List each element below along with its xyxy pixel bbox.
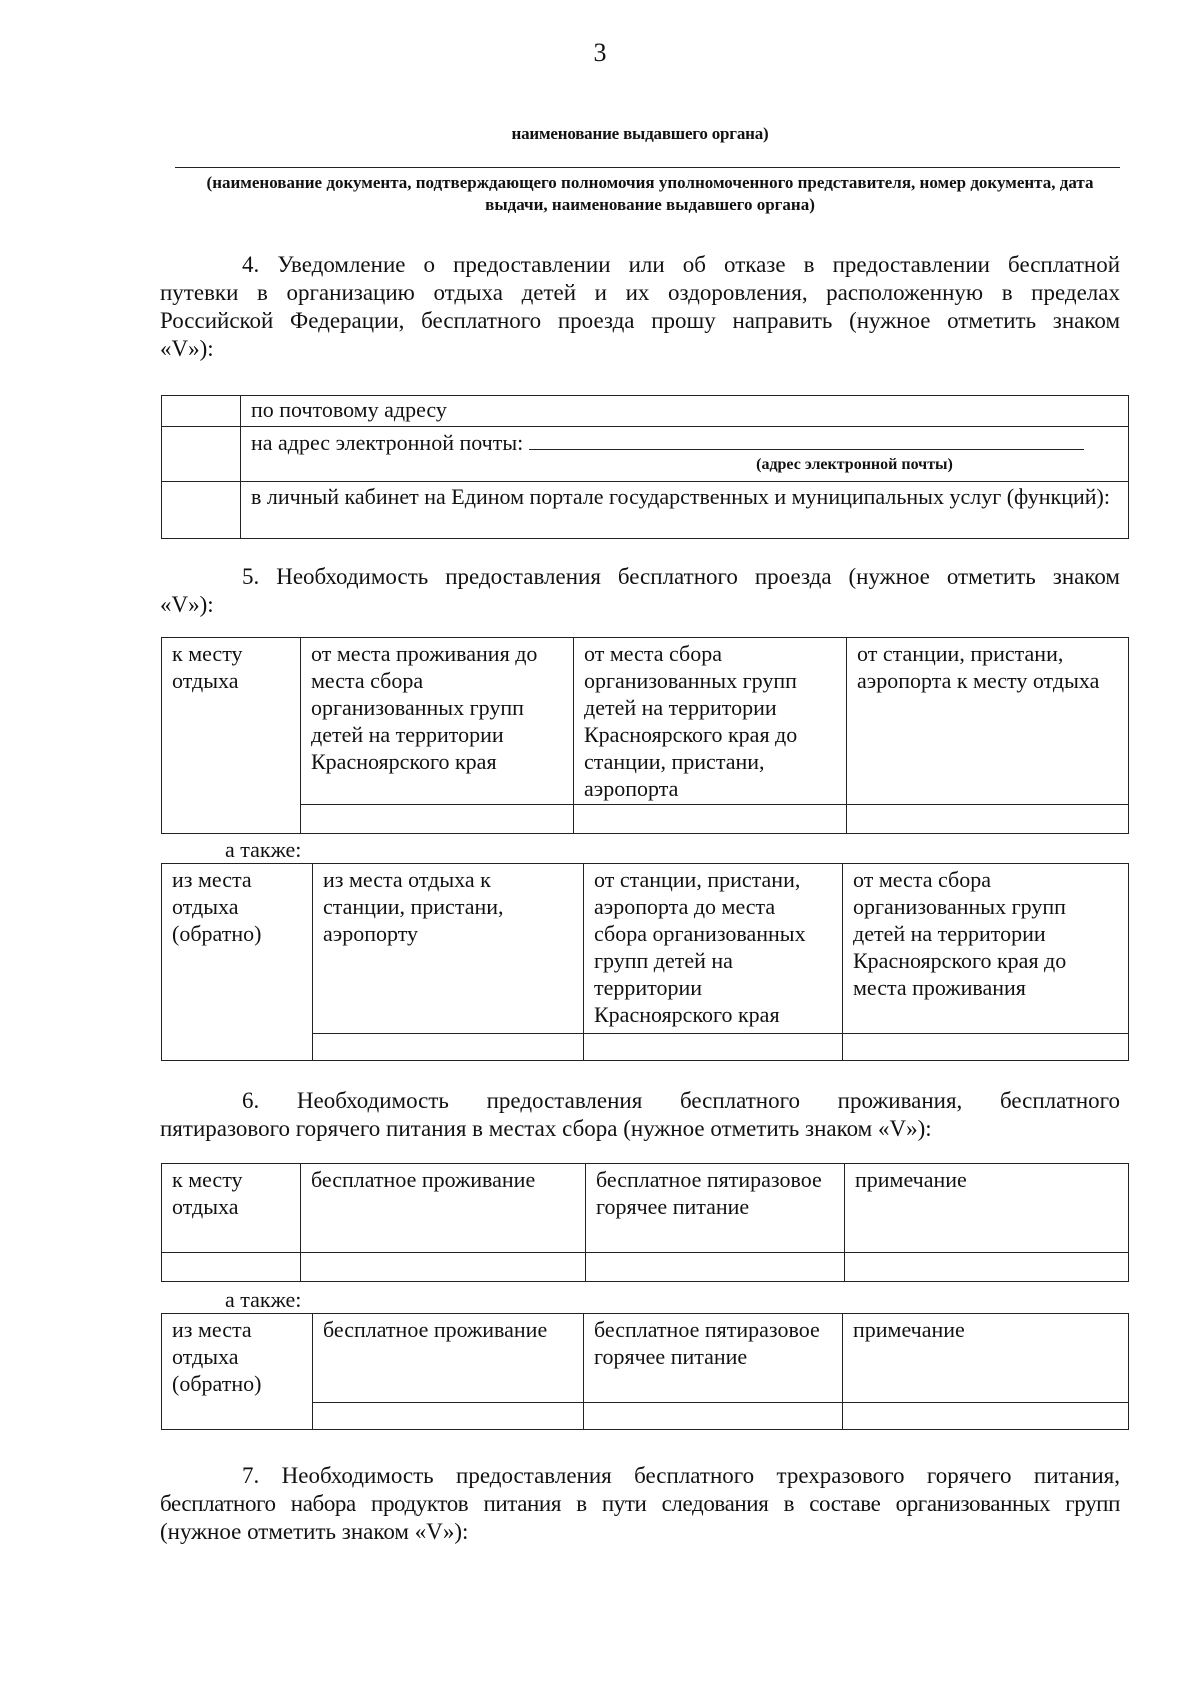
travel-to-col2: от места проживания до места сбора организованных групп детей на территории Красноярского края — [301, 638, 574, 805]
lodging-back-table — [161, 1313, 1129, 1430]
travel-back-col3: от станции, пристани, аэропорта до места сбора организованных групп детей на территории Красноярского края — [584, 864, 843, 1034]
checkbox-cell-lodging-to-2[interactable] — [301, 1253, 586, 1282]
travel-back-col2: из места отдыха к станции, пристани, аэропорту — [313, 864, 584, 1034]
table-row — [162, 805, 1129, 834]
lodging-back-label: из места отдыха (обратно) — [162, 1314, 313, 1430]
table-row — [162, 1253, 1129, 1282]
document-caption: (наименование документа, подтверждающего полномочия уполномоченного представителя, номер документа, дата выдачи, наименование выдавшего органа) — [206, 173, 1094, 214]
checkbox-cell-lodging-back-4[interactable] — [843, 1403, 1129, 1430]
option-postal: по почтовому адресу — [241, 396, 1129, 427]
section4-line-3: Российской Федерации, бесплатного проезда прошу направить (нужное отметить знаком — [160, 308, 1120, 333]
option-email-label: на адрес электронной почты: — [251, 430, 524, 455]
travel-to-col3: от места сбора организованных групп детей на территории Красноярского края до станции, пристани, аэропорта — [574, 638, 847, 805]
section6-line-2: пятиразового горячего питания в местах сбора (нужное отметить знаком «V»): — [160, 1116, 932, 1141]
lodging-to-col4: примечание — [845, 1164, 1129, 1253]
travel-back-table — [161, 863, 1129, 1061]
email-input-line[interactable] — [529, 427, 1084, 450]
section5-line-1: 5. Необходимость предоставления бесплатного проезда (нужное отметить знаком — [242, 564, 1120, 589]
also-label-travel: а также: — [225, 837, 302, 862]
signature-line — [175, 167, 1120, 168]
notification-method-table — [161, 395, 1129, 539]
lodging-back-col2: бесплатное проживание — [313, 1314, 584, 1403]
travel-back-col4: от места сбора организованных групп детей на территории Красноярского края до места проживания — [843, 864, 1129, 1034]
section4-paragraph — [160, 251, 1120, 363]
section7-line-2: бесплатного набора продуктов питания в пути следования в составе организованных групп — [160, 1491, 1120, 1516]
travel-back-label: из места отдыха (обратно) — [162, 864, 313, 1061]
lodging-to-label: к месту отдыха — [162, 1164, 301, 1253]
table-row — [162, 427, 1129, 482]
checkbox-cell-email[interactable] — [162, 427, 241, 482]
table-row — [162, 1164, 1129, 1253]
option-email — [241, 427, 1129, 482]
checkbox-cell-lodging-to-4[interactable] — [845, 1253, 1129, 1282]
checkbox-cell-lodging-to-3[interactable] — [586, 1253, 845, 1282]
lodging-back-col4: примечание — [843, 1314, 1129, 1403]
section5-line-2: «V»): — [160, 592, 214, 617]
section4-line-1: 4. Уведомление о предоставлении или об отказе в предоставлении бесплатной — [242, 252, 1120, 277]
travel-to-col4: от станции, пристани, аэропорта к месту отдыха — [847, 638, 1129, 805]
table-row — [162, 638, 1129, 805]
section6-paragraph — [160, 1087, 1120, 1143]
table-row — [162, 1314, 1129, 1403]
lodging-to-table — [161, 1163, 1129, 1282]
section4-line-2: путевки в организацию отдыха детей и их оздоровления, расположенную в пределах — [160, 280, 1120, 305]
section4-line-4: «V»): — [160, 336, 214, 361]
section5-paragraph — [160, 563, 1120, 619]
option-portal: в личный кабинет на Едином портале государственных и муниципальных услуг (функций): — [241, 482, 1129, 539]
checkbox-cell-back-4[interactable] — [843, 1034, 1129, 1061]
checkbox-cell-to-2[interactable] — [301, 805, 574, 834]
checkbox-cell-portal[interactable] — [162, 482, 241, 539]
checkbox-cell-to-4[interactable] — [847, 805, 1129, 834]
issuer-caption: наименование выдавшего органа) — [511, 124, 769, 143]
checkbox-cell-back-3[interactable] — [584, 1034, 843, 1061]
checkbox-cell-lodging-to-1[interactable] — [162, 1253, 301, 1282]
table-row — [162, 864, 1129, 1034]
section6-line-1: 6. Необходимость предоставления бесплатного проживания, бесплатного — [242, 1088, 1120, 1113]
section7-paragraph — [160, 1462, 1120, 1546]
lodging-to-col3: бесплатное пятиразовое горячее питание — [586, 1164, 845, 1253]
travel-to-label: к месту отдыха — [162, 638, 301, 834]
checkbox-cell-back-2[interactable] — [313, 1034, 584, 1061]
travel-to-table — [161, 637, 1129, 834]
checkbox-cell-to-3[interactable] — [574, 805, 847, 834]
lodging-to-col2: бесплатное проживание — [301, 1164, 586, 1253]
checkbox-cell-lodging-back-2[interactable] — [313, 1403, 584, 1430]
table-row — [162, 482, 1129, 539]
checkbox-cell-lodging-back-3[interactable] — [584, 1403, 843, 1430]
also-label-lodging: а также: — [225, 1287, 302, 1312]
section7-line-3: (нужное отметить знаком «V»): — [160, 1519, 469, 1544]
section7-line-1: 7. Необходимость предоставления бесплатного трехразового горячего питания, — [242, 1463, 1120, 1488]
checkbox-cell-postal[interactable] — [162, 396, 241, 427]
page-number: 3 — [593, 38, 607, 67]
table-row — [162, 396, 1129, 427]
email-caption: (адрес электронной почты) — [756, 456, 953, 473]
lodging-back-col3: бесплатное пятиразовое горячее питание — [584, 1314, 843, 1403]
